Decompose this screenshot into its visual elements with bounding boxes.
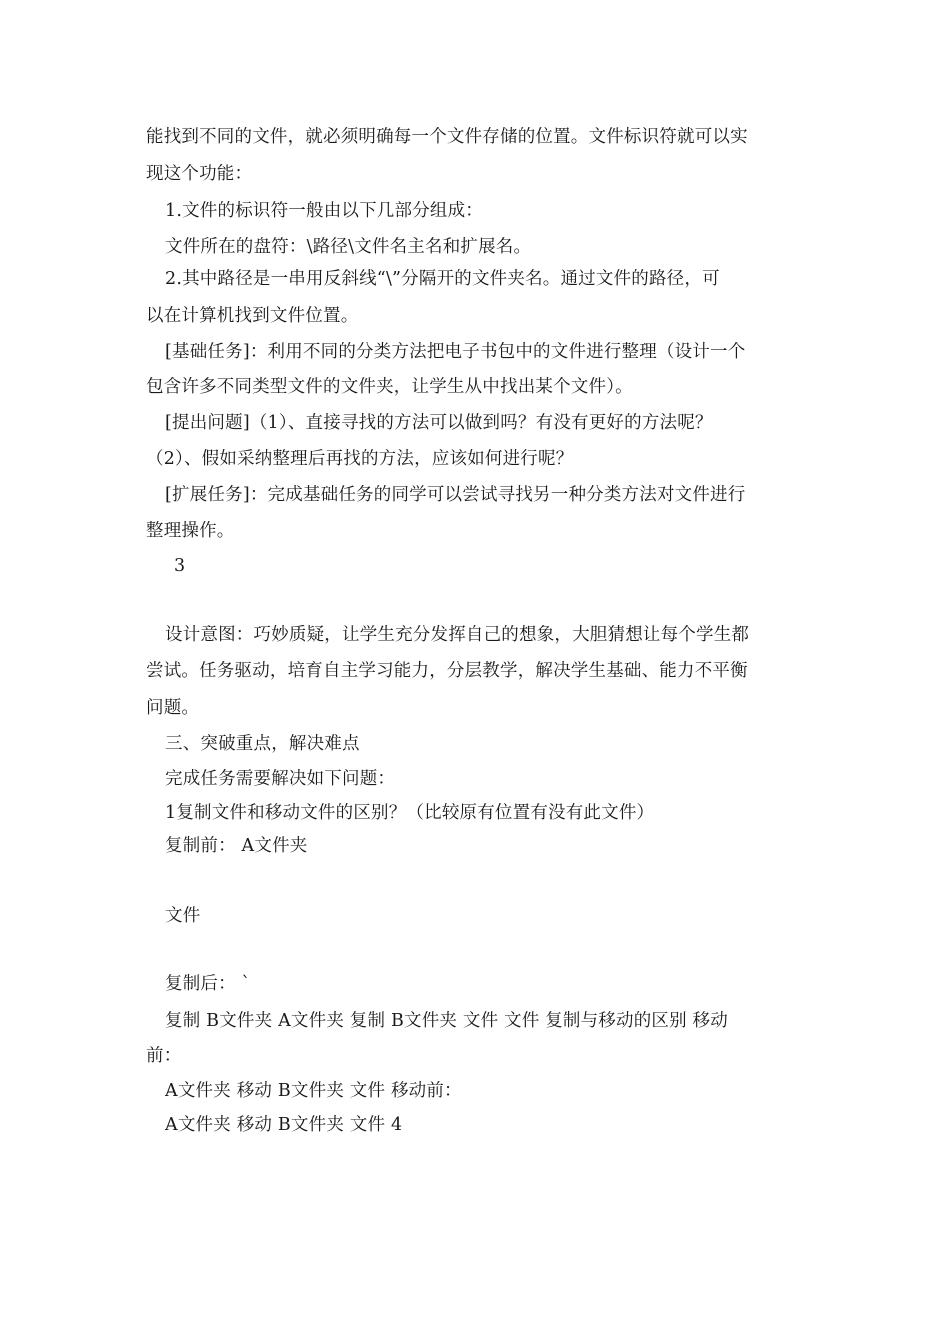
paragraph-line: A文件夹 移动 B文件夹 文件 移动前： — [165, 1081, 462, 1101]
paragraph-line: A文件夹 移动 B文件夹 文件 4 — [165, 1115, 403, 1135]
paragraph-line: 1复制文件和移动文件的区别？（比较原有位置有没有此文件） — [165, 803, 655, 823]
paragraph-line: [基础任务]：利用不同的分类方法把电子书包中的文件进行整理（设计一个 — [165, 342, 746, 362]
paragraph-line: 文件 — [165, 906, 201, 926]
paragraph-line: 尝试。任务驱动，培育自主学习能力，分层教学，解决学生基础、能力不平衡 — [146, 661, 748, 681]
paragraph-line: 文件所在的盘符：\路径\文件名主名和扩展名。 — [165, 237, 532, 257]
paragraph-line: 能找到不同的文件，就必须明确每一个文件存储的位置。文件标识符就可以实 — [146, 127, 748, 147]
paragraph-line: 复制前： A文件夹 — [165, 836, 308, 856]
paragraph-line: 复制后： ` — [165, 974, 251, 994]
paragraph-line: 包含许多不同类型文件的文件夹，让学生从中找出某个文件）。 — [146, 377, 633, 397]
paragraph-line: 整理操作。 — [146, 521, 235, 541]
page-number: 3 — [174, 556, 186, 576]
paragraph-line: 问题。 — [146, 698, 200, 718]
paragraph-line: 以在计算机找到文件位置。 — [146, 306, 359, 326]
paragraph-line: （2）、假如采纳整理后再找的方法，应该如何进行呢？ — [146, 449, 574, 469]
paragraph-line: 前： — [146, 1046, 182, 1066]
paragraph-line: [扩展任务]：完成基础任务的同学可以尝试寻找另一种分类方法对文件进行 — [165, 485, 746, 505]
section-heading: 三、突破重点，解决难点 — [165, 734, 360, 754]
paragraph-line: 2.其中路径是一串用反斜线“\”分隔开的文件夹名。通过文件的路径，可 — [165, 269, 720, 289]
paragraph-line: 设计意图：巧妙质疑，让学生充分发挥自己的想象，大胆猜想让每个学生都 — [165, 625, 750, 645]
paragraph-line: [提出问题]（1）、直接寻找的方法可以做到吗？有没有更好的方法呢？ — [165, 413, 713, 433]
paragraph-line: 完成任务需要解决如下问题： — [165, 769, 396, 789]
paragraph-line: 1.文件的标识符一般由以下几部分组成： — [165, 201, 483, 221]
paragraph-line: 现这个功能： — [146, 164, 253, 184]
paragraph-line: 复制 B文件夹 A文件夹 复制 B文件夹 文件 文件 复制与移动的区别 移动 — [165, 1011, 728, 1031]
